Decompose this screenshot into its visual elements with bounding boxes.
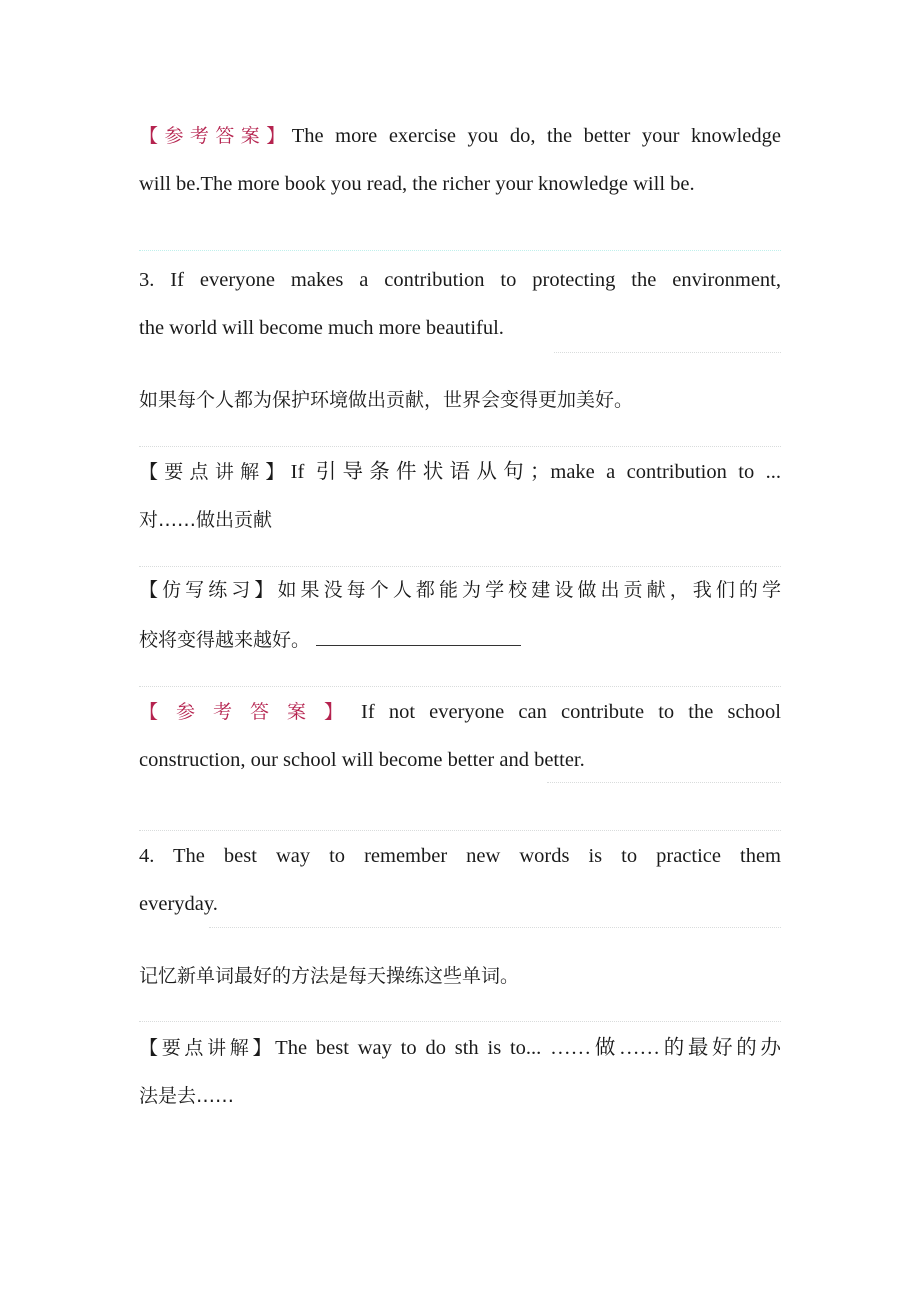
dotted-divider <box>139 566 781 567</box>
key-points-text: The best way to do sth is to... ……做……的最好的办 <box>275 1037 781 1059</box>
item-3-sentence-line-2: the world will become much more beautiful. <box>139 317 504 339</box>
answer-text: If not everyone can contribute to the school <box>361 701 781 723</box>
item-3-sentence-line-1: 3. If everyone makes a contribution to protecting the environment, <box>139 269 781 291</box>
answer-label: 【参考答案】 <box>139 125 292 147</box>
practice-label: 【仿写练习】 <box>139 579 278 601</box>
item-3-translation: 如果每个人都为保护环境做出贡献，世界会变得更加美好。 <box>139 389 634 411</box>
item-4-key-points-line-1 <box>139 1034 781 1062</box>
dotted-divider <box>139 686 781 687</box>
dotted-divider <box>139 1021 781 1022</box>
item-4-translation: 记忆新单词最好的方法是每天操练这些单词。 <box>139 965 520 987</box>
item-4-key-points-line-2: 法是去…… <box>139 1085 235 1107</box>
practice-text-2: 校将变得越来越好。 <box>139 629 311 651</box>
answer-2-line-2: will be.The more book you read, the richer your knowledge will be. <box>139 173 695 195</box>
dotted-divider <box>139 830 781 831</box>
dotted-divider <box>139 250 781 251</box>
item-3-answer-line-1 <box>139 698 781 726</box>
item-3-practice-line-2 <box>139 626 781 654</box>
dotted-divider <box>139 446 781 447</box>
item-3-answer-line-2: construction, our school will become better and better. <box>139 749 585 771</box>
key-points-label: 【要点讲解】 <box>139 1037 276 1059</box>
key-points-text: If 引导条件状语从句；make a contribution to ... <box>290 461 781 483</box>
answer-2-line-1 <box>139 122 781 150</box>
dotted-divider <box>554 352 781 353</box>
answer-2-text: The more exercise you do, the better your knowledge <box>291 125 781 147</box>
item-4-sentence-line-1: 4. The best way to remember new words is to practice them <box>139 845 781 867</box>
answer-label: 【参考答案】 <box>139 701 362 723</box>
dotted-divider <box>209 927 781 928</box>
item-3-key-points-line-1 <box>139 458 781 486</box>
dotted-divider <box>547 782 781 783</box>
answer-blank[interactable] <box>316 627 521 646</box>
practice-text: 如果没每个人都能为学校建设做出贡献，我们的学 <box>277 579 781 601</box>
item-4-sentence-line-2: everyday. <box>139 893 218 915</box>
key-points-label: 【要点讲解】 <box>139 461 291 483</box>
item-3-key-points-line-2: 对……做出贡献 <box>139 509 273 531</box>
item-3-practice-line-1 <box>139 576 781 604</box>
